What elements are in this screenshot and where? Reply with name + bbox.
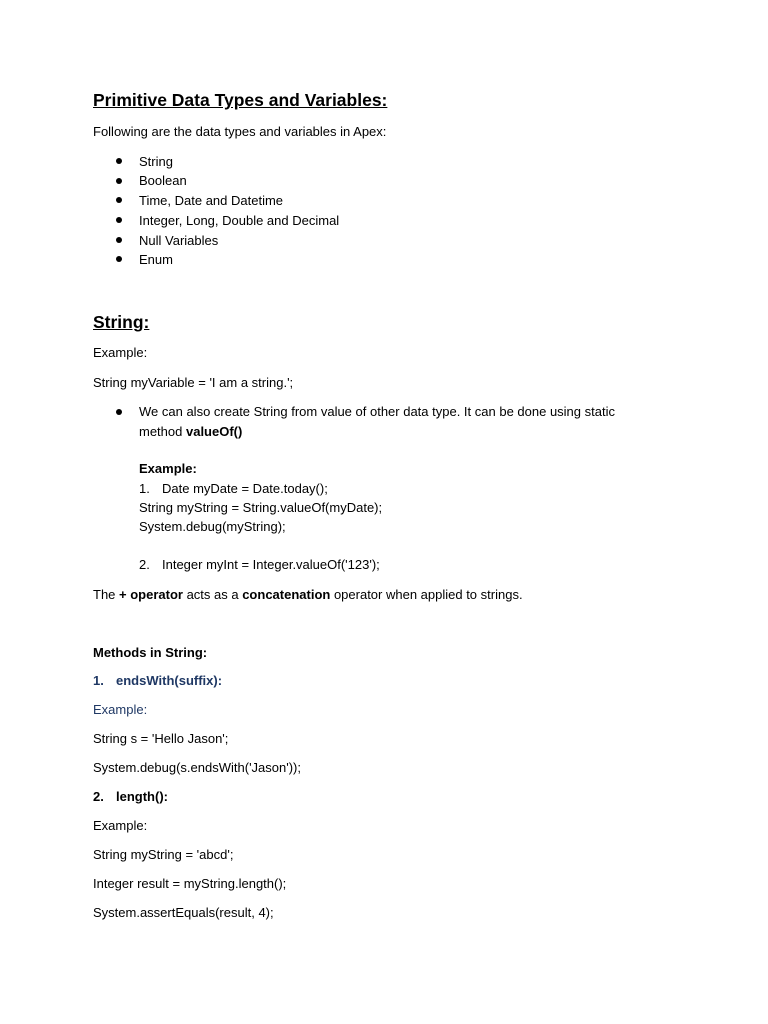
bullet-icon (116, 197, 122, 203)
bullet-icon (116, 178, 122, 184)
heading-string: String: (93, 312, 150, 332)
valueof-num-2: 2. (139, 557, 150, 572)
list-item: String (139, 154, 173, 169)
method2-name: length() (116, 789, 164, 804)
valueof-code-1: Date myDate = Date.today(); (162, 481, 328, 496)
method2-code-2: Integer result = myString.length(); (93, 876, 287, 891)
method2-code-3: System.assertEquals(result, 4); (93, 905, 274, 920)
valueof-method-name: valueOf() (185, 424, 243, 439)
intro-text: Following are the data types and variables in Apex: (93, 124, 387, 139)
concatenation-term: concatenation (242, 587, 331, 602)
method1-colon: : (217, 673, 223, 688)
method1-code-1: String s = 'Hello Jason'; (93, 731, 229, 746)
method2-example-label: Example: (93, 818, 148, 833)
bullet-icon (116, 217, 122, 223)
method2-title (116, 789, 168, 805)
valueof-bullet-line2-prefix: method (139, 424, 186, 439)
string-example-code: String myVariable = 'I am a string.'; (93, 375, 294, 390)
method1-name: endsWith(suffix) (116, 673, 218, 688)
methods-heading: Methods in String: (93, 645, 208, 660)
operator-text-2: acts as a (182, 587, 243, 602)
list-item: Null Variables (139, 233, 219, 248)
operator-text-1: The (93, 587, 120, 602)
method1-example-label: Example: (93, 702, 148, 717)
bullet-icon (116, 409, 122, 415)
heading-primitive-data-types: Primitive Data Types and Variables: (93, 90, 388, 110)
method2-colon: : (163, 789, 168, 804)
method2-code-1: String myString = 'abcd'; (93, 847, 234, 862)
valueof-num-1: 1. (139, 481, 150, 496)
bullet-icon (116, 237, 122, 243)
bullet-icon (116, 256, 122, 262)
method1-title (116, 673, 222, 689)
list-item: Time, Date and Datetime (139, 193, 284, 208)
valueof-code-2: String myString = String.valueOf(myDate); (139, 500, 383, 515)
valueof-code-3: System.debug(myString); (139, 519, 286, 534)
bullet-icon (116, 158, 122, 164)
method1-code-2: System.debug(s.endsWith('Jason')); (93, 760, 301, 775)
list-item: Boolean (139, 173, 187, 188)
valueof-code-4: Integer myInt = Integer.valueOf('123'); (162, 557, 380, 572)
example-label: Example: (93, 345, 148, 360)
method1-num: 1. (93, 673, 104, 688)
valueof-example-label: Example: (139, 461, 197, 476)
valueof-bullet-line1: We can also create String from value of other data type. It can be done using static (139, 404, 615, 419)
method2-num: 2. (93, 789, 104, 804)
list-item: Integer, Long, Double and Decimal (139, 213, 340, 228)
valueof-bullet-line2 (139, 424, 242, 440)
list-item: Enum (139, 252, 173, 267)
operator-text-3: operator when applied to strings. (330, 587, 523, 602)
plus-operator-term: + operator (119, 587, 183, 602)
operator-paragraph (93, 587, 523, 603)
